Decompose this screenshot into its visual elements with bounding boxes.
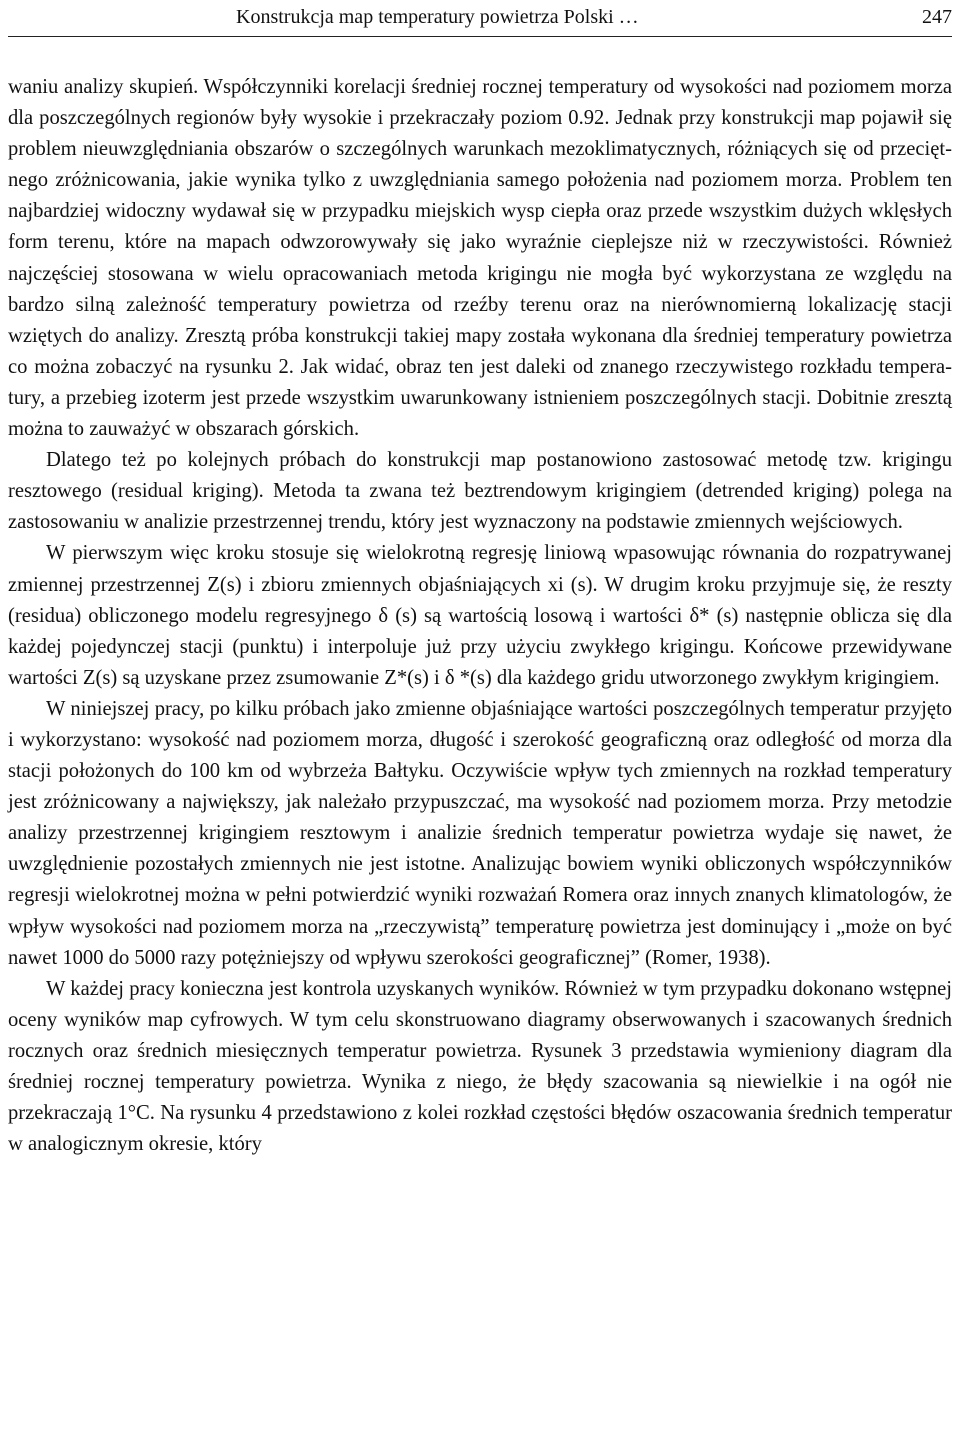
paragraph-3: W pierwszym więc kroku stosuje się wielokrotną regresję liniową wpasowując równania do rozpatrywanej zmiennej przestrzennej Z(s) i zbioru zmiennych objaśniających xi (s). W drugim kroku przyjmuje się, że reszty (residua) obliczonego modelu regresyjnego δ (s) są wartością losową i wartości δ* (s) następnie oblicza się dla każdej pojedynczej stacji (punktu) i interpoluje już przy użyciu zwykłego krigingu. Końcowe przewidywane wartości Z(s) są uzyskane przez zsumowanie Z*(s) i δ *(s) dla każdego gridu utworzonego zwykłym krigingiem. <box>8 542 952 689</box>
paragraph-1: waniu analizy skupień. Współczynniki korelacji średniej rocznej temperatury od wysokości nad poziomem morza dla poszczególnych regionów były wysokie i przekraczały poziom 0.92. Jednak przy konstrukcji map pojawił się problem nieuwzględniania obszarów o szczególnych warunkach mezoklimatycznych, różniących się od przeciętnego zróżnicowania, jakie wynika tylko z uwzględniania samego położenia nad poziomem morza. Problem ten najbardziej widoczny wydawał się w przypadku miejskich wysp ciepła oraz przede wszystkim dużych wklęsłych form terenu, które na mapach odwzorowywały się jako wyraźnie cieplejsze niż w rzeczywistości. Również najczęściej stosowana w wielu opracowaniach metoda krigingu nie mogła być wykorzystana ze względu na bardzo silną zależność temperatury powietrza od rzeźby terenu oraz na nierównomierną lokalizację stacji wziętych do analizy. Zresztą próba konstrukcji takiej mapy została wykonana dla średniej temperatury powietrza co można zobaczyć na rysunku 2. Jak widać, obraz ten jest daleki od znanego rzeczywistego rozkładu temperatury, a przebieg izoterm jest przede wszystkim uwarunkowany istnieniem poszczególnych stacji. Dobitnie zresztą można to zauważyć w obszarach górskich. <box>8 76 952 441</box>
paragraph-4: W niniejszej pracy, po kilku próbach jako zmienne objaśniające wartości poszczególnych temperatur przyjęto i wykorzystano: wysokość nad poziomem morza, długość i szerokość geograficzną oraz odległość od morza dla stacji położonych do 100 km od wybrzeża Bałtyku. Oczywiście wpływ tych zmiennych na rozkład temperatury jest zróżnicowany a największy, jak należało przypuszczać, ma wysokość nad poziomem morza. Przy metodzie analizy przestrzennej krigingiem resztowym i analizie średnich temperatur powietrza wydaje się nawet, że uwzględnienie pozostałych zmiennych nie jest istotne. Analizując bowiem wyniki obliczonych współczynników regresji wielokrotnej można w pełni potwierdzić wyniki rozważań Romera oraz innych znanych klimatologów, że wpływ wysokości nad poziomem morza na „rzeczywistą” temperaturę powietrza jest dominujący i „może on być nawet 1000 do 5000 razy potężniejszy od wpływu szerokości geograficznej” (Romer, 1938). <box>8 697 952 969</box>
running-title: Konstrukcja map temperatury powietrza Polski … <box>236 6 639 28</box>
body-text <box>8 72 952 1160</box>
page-number: 247 <box>922 6 952 28</box>
running-header <box>8 0 952 37</box>
paragraph-5: W każdej pracy konieczna jest kontrola uzyskanych wyników. Również w tym przypadku dokonano wstępnej oceny wyników map cyfrowych. W tym celu skonstruowano diagramy obserwowanych i szacowanych średnich rocznych oraz średnich miesięcznych temperatur powietrza. Rysunek 3 przedstawia wymieniony diagram dla średniej rocznej temperatury powietrza. Wynika z niego, że błędy szacowania są niewielkie i na ogół nie przekraczają 1°C. Na rysunku 4 przedstawiono z kolei rozkład częstości błędów oszacowania średnich temperatur w analogicznym okresie, który <box>8 977 952 1156</box>
paragraph-2: Dlatego też po kolejnych próbach do konstrukcji map postanowiono zastosować metodę tzw. krigingu resztowego (residual kriging). Metoda ta zwana też beztrendowym krigingiem (detrended kriging) polega na zastosowaniu w analizie przestrzennej trendu, który jest wyznaczony na podstawie zmiennych wejściowych. <box>8 449 952 534</box>
